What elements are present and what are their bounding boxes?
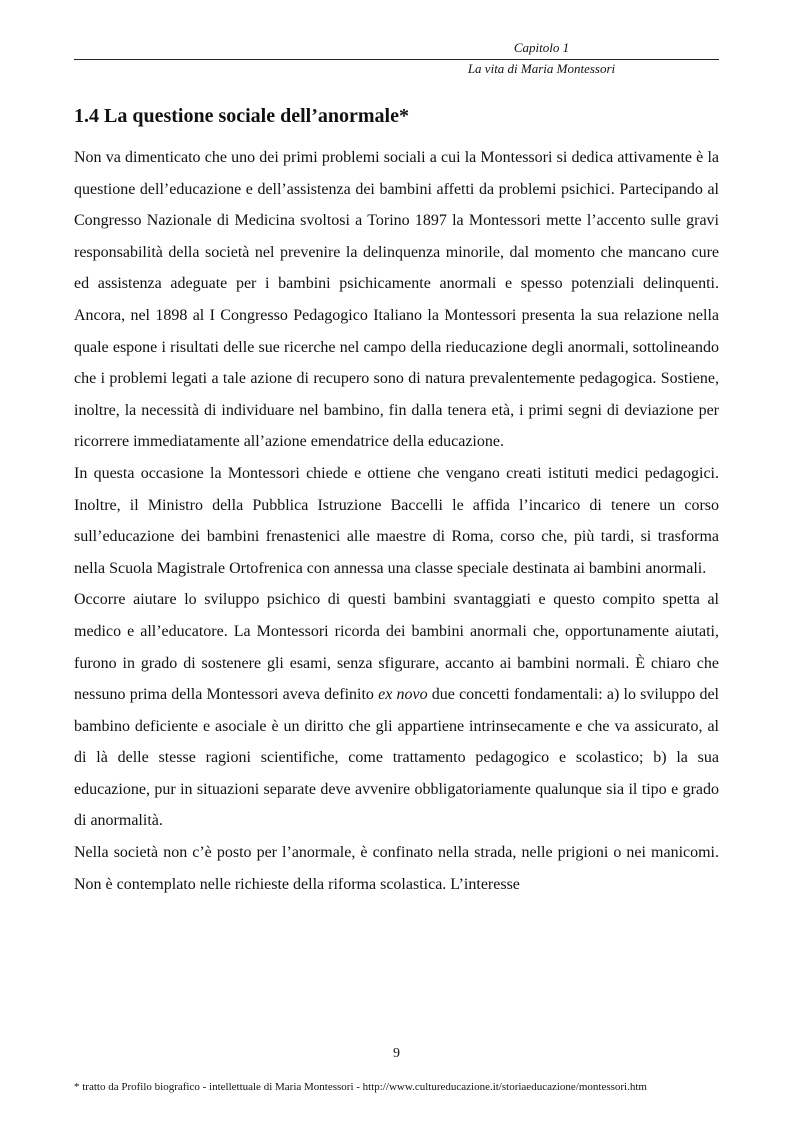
paragraph-1: Non va dimenticato che uno dei primi problemi sociali a cui la Montessori si dedica attivamente è la questione dell’educazione e dell’assistenza dei bambini affetti da problemi psichici. Partecipando al Congresso Nazionale di Medicina svoltosi a Torino 1897 la Montessori mette l’accento sulle gravi responsabilità della società nel prevenire la delinquenza minorile, dal momento che mancano cure ed assistenza adeguate per i bambini psichicamente anormali e spesso potenziali delinquenti. Ancora, nel 1898 al I Congresso Pedagogico Italiano la Montessori presenta la sua relazione nella quale espone i risultati delle sue ricerche nel campo della rieducazione degli anormali, sottolineando che i problemi legati a tale azione di recupero sono di natura prevalentemente pedagogica. Sostiene, inoltre, la necessità di individuare nel bambino, fin dalla tenera età, i primi segni di deviazione per ricorrere immediatamente all’azione emendatrice della educazione.: [74, 149, 719, 451]
section-title: 1.4 La questione sociale dell’anormale*: [74, 105, 409, 127]
header-rule: [74, 59, 719, 60]
paragraph-4: Nella società non c’è posto per l’anormale, è confinato nella strada, nelle prigioni o nei manicomi. Non è contemplato nelle richieste della riforma scolastica. L’interesse: [74, 844, 719, 893]
chapter-subtitle: La vita di Maria Montessori: [467, 61, 616, 76]
paragraph-2: In questa occasione la Montessori chiede e ottiene che vengano creati istituti medici pedagogici. Inoltre, il Ministro della Pubblica Istruzione Baccelli le affida l’incarico di tenere un corso sull’educazione dei bambini frenastenici alle maestre di Roma, corso che, più tardi, si trasforma nella Scuola Magistrale Ortofrenica con annessa una classe speciale destinata ai bambini anormali.: [74, 464, 719, 577]
chapter-label: Capitolo 1: [513, 40, 570, 55]
paragraph-3: [74, 584, 719, 837]
paragraph-3-text-b: due concetti fondamentali: a) lo sviluppo del bambino deficiente e asociale è un diritto che gli appartiene intrinsecamente e che va assicurato, al di là delle stesse ragioni scientifiche, come trattamento pedagogico e scolastico; b) la sua educazione, pur in situazioni separate deve avvenire obbligatoriamente qualunque sia il tipo e grado di anormalità.: [74, 686, 720, 830]
footnote: * tratto da Profilo biografico - intellettuale di Maria Montessori - http://www.cultureducazione.it/storiaeducazione/montessori.htm: [74, 1081, 647, 1093]
paragraph-3-text-a: Occorre aiutare lo sviluppo psichico di questi bambini svantaggiati e questo compito spetta al medico e all’educatore. La Montessori ricorda dei bambini anormali che, opportunamente aiutati, furono in grado di sostenere gli esami, senza sfigurare, accanto ai bambini normali. È chiaro che nessuno prima della Montessori aveva definito: [74, 591, 719, 704]
paragraph-3-italic: ex novo: [378, 686, 428, 704]
body-text: [74, 142, 719, 900]
page-number: 9: [393, 1046, 400, 1061]
running-head: [74, 40, 719, 55]
